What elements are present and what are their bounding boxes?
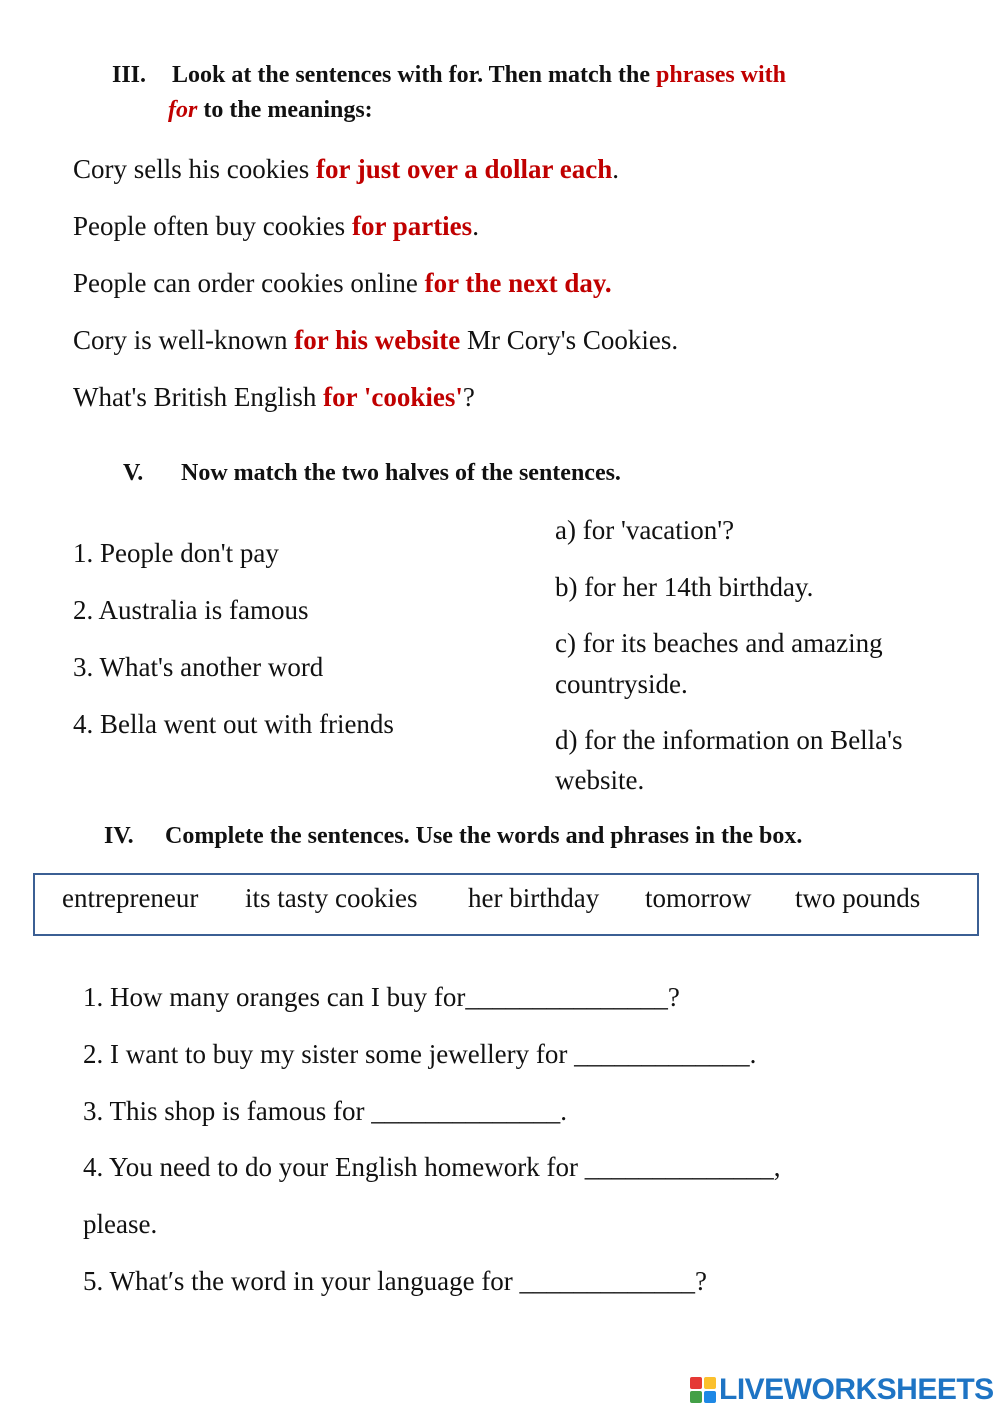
phrase-with-for: for just over a dollar each: [316, 154, 613, 184]
section-4-numeral: IV.: [104, 823, 134, 849]
section-5-title: Now match the two halves of the sentences.: [181, 460, 621, 486]
liveworksheets-logo-icon: [690, 1377, 716, 1403]
right-half-c-continued: countryside.: [555, 669, 688, 699]
example-sentence-4: Cory is well-known for his website Mr Cory's Cookies.: [73, 325, 679, 355]
section-3-instruction-line-2: for to the meanings:: [168, 97, 373, 123]
completion-sentence-1[interactable]: 1. How many oranges can I buy for_______________?: [83, 982, 680, 1012]
phrase-with-for: for 'cookies': [323, 382, 463, 412]
liveworksheets-logo-text: LIVEWORKSHEETS: [719, 1373, 994, 1406]
example-sentence-1: Cory sells his cookies for just over a dollar each.: [73, 154, 619, 184]
completion-sentence-2[interactable]: 2. I want to buy my sister some jewellery for _____________.: [83, 1039, 757, 1069]
example-sentence-5: What's British English for 'cookies'?: [73, 382, 475, 412]
word-box-item: her birthday: [468, 883, 600, 913]
word-box-item: tomorrow: [645, 883, 752, 913]
word-box-item: entrepreneur: [62, 883, 199, 913]
left-half-1: 1. People don't pay: [73, 538, 279, 568]
section-3-heading: [112, 62, 146, 89]
word-box-item: its tasty cookies: [245, 883, 418, 913]
section-3-highlight: phrases with: [656, 62, 787, 88]
right-half-d: d) for the information on Bella's: [555, 725, 903, 755]
section-4-title: Complete the sentences. Use the words and phrases in the box.: [165, 823, 803, 849]
right-half-c: c) for its beaches and amazing: [555, 628, 883, 658]
example-sentence-3: People can order cookies online for the next day.: [73, 268, 612, 298]
section-3-numeral: III.: [112, 62, 147, 88]
completion-sentence-5[interactable]: 5. What′s the word in your language for _____________?: [83, 1266, 708, 1296]
phrase-with-for: for parties: [351, 211, 473, 241]
left-half-4: 4. Bella went out with friends: [73, 709, 394, 739]
phrase-with-for: for his website: [294, 325, 461, 355]
liveworksheets-logo: [690, 1374, 994, 1406]
word-box-item: two pounds: [795, 883, 921, 913]
left-half-3: 3. What's another word: [73, 652, 324, 682]
phrase-with-for: for the next day.: [424, 268, 612, 298]
right-half-a: a) for 'vacation'?: [555, 515, 735, 545]
completion-sentence-3[interactable]: 3. This shop is famous for ______________.: [83, 1096, 567, 1126]
section-3-instruction-line-1: Look at the sentences with for. Then match the phrases with: [172, 62, 787, 88]
right-half-d-continued: website.: [555, 765, 645, 795]
section-5-numeral: V.: [123, 460, 144, 486]
right-half-b: b) for her 14th birthday.: [555, 572, 814, 602]
example-sentence-2: People often buy cookies for parties.: [73, 211, 479, 241]
completion-sentence-4-continued: please.: [83, 1209, 158, 1239]
completion-sentence-4[interactable]: 4. You need to do your English homework for ______________,: [83, 1152, 781, 1182]
left-half-2: 2. Australia is famous: [73, 595, 309, 625]
